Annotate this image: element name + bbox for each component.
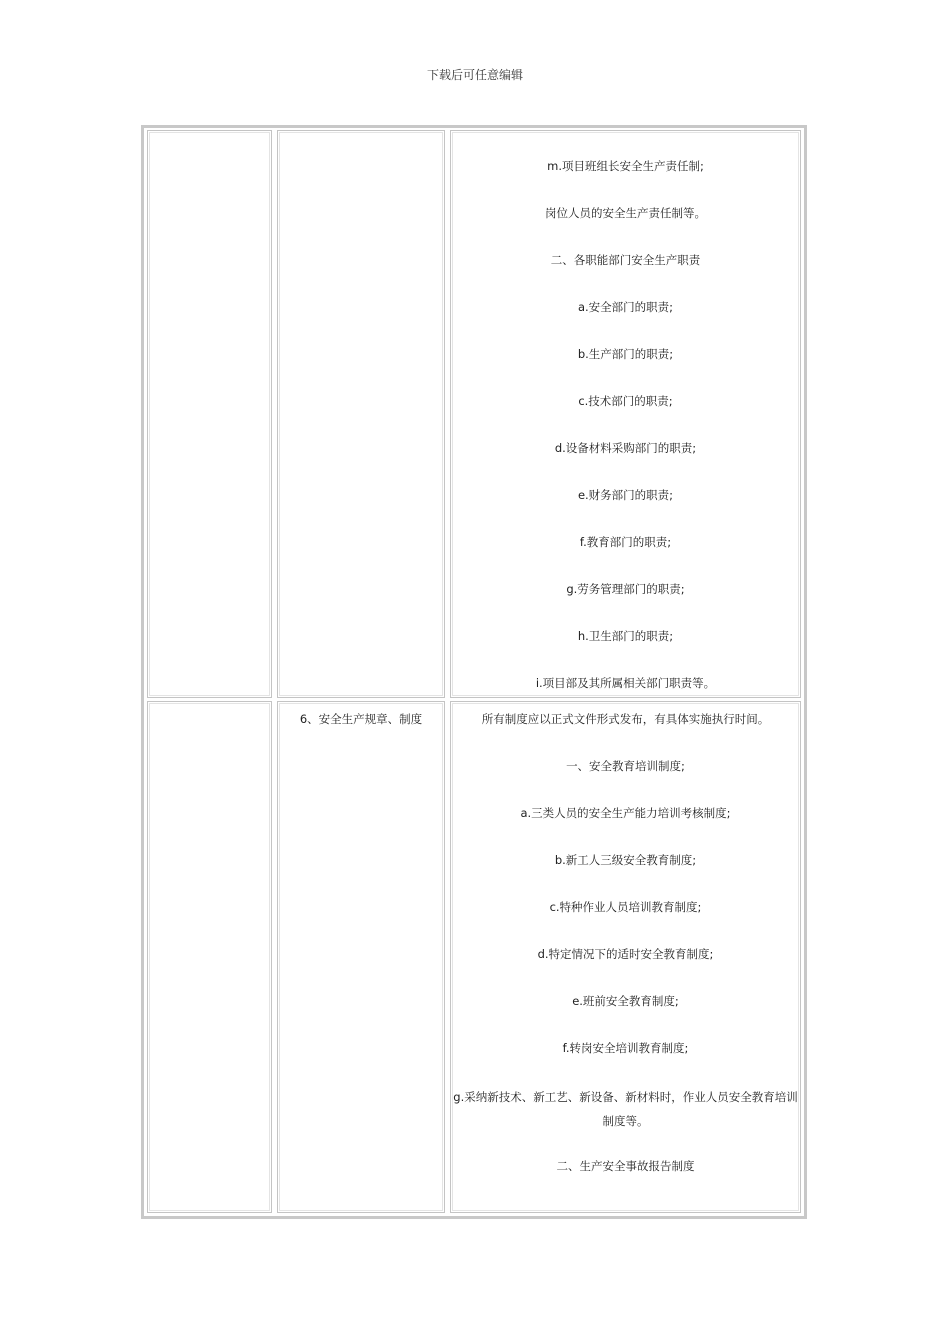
table-cell-content: [450, 701, 801, 1213]
content-line: g.劳务管理部门的职责;: [566, 582, 685, 596]
content-line: 一、安全教育培训制度;: [566, 759, 685, 773]
content-line: 所有制度应以正式文件形式发布，有具体实施执行时间。: [481, 712, 770, 726]
content-line: 岗位人员的安全生产责任制等。: [545, 206, 706, 220]
content-line: g.采纳新技术、新工艺、新设备、新材料时，作业人员安全教育培训制度等。: [453, 1090, 798, 1128]
content-lines: [451, 156, 800, 720]
table-cell-item: [277, 130, 445, 698]
content-line: d.设备材料采购部门的职责;: [554, 441, 697, 455]
content-line: c.技术部门的职责;: [578, 394, 673, 408]
table-cell-content: [450, 130, 801, 698]
content-line: f.教育部门的职责;: [579, 535, 672, 549]
content-line: 二、各职能部门安全生产职责: [550, 253, 701, 267]
content-line: i.项目部及其所属相关部门职责等。: [535, 676, 716, 690]
content-line: m.项目班组长安全生产责任制;: [547, 159, 704, 173]
content-line: e.财务部门的职责;: [577, 488, 674, 502]
page-header: 下载后可任意编辑: [426, 68, 523, 82]
content-line: d.特定情况下的适时安全教育制度;: [537, 947, 714, 961]
content-table: [141, 125, 807, 1219]
content-line: b.生产部门的职责;: [577, 347, 674, 361]
content-line: c.特种作业人员培训教育制度;: [549, 900, 702, 914]
content-line: b.新工人三级安全教育制度;: [554, 853, 697, 867]
content-line: e.班前安全教育制度;: [572, 994, 679, 1008]
content-line: a.安全部门的职责;: [577, 300, 674, 314]
table-row: [147, 130, 801, 698]
table-cell-category: [147, 130, 272, 698]
table-cell-item: [277, 701, 445, 1213]
table-cell-category: [147, 701, 272, 1213]
content-line: f.转岗安全培训教育制度;: [562, 1041, 689, 1055]
content-line: 二、生产安全事故报告制度: [556, 1159, 695, 1173]
content-line: a.三类人员的安全生产能力培训考核制度;: [520, 806, 731, 820]
table-row: [147, 701, 801, 1213]
content-lines: [451, 709, 800, 1203]
item-label: 6、安全生产规章、制度: [299, 712, 423, 726]
content-line: h.卫生部门的职责;: [577, 629, 674, 643]
